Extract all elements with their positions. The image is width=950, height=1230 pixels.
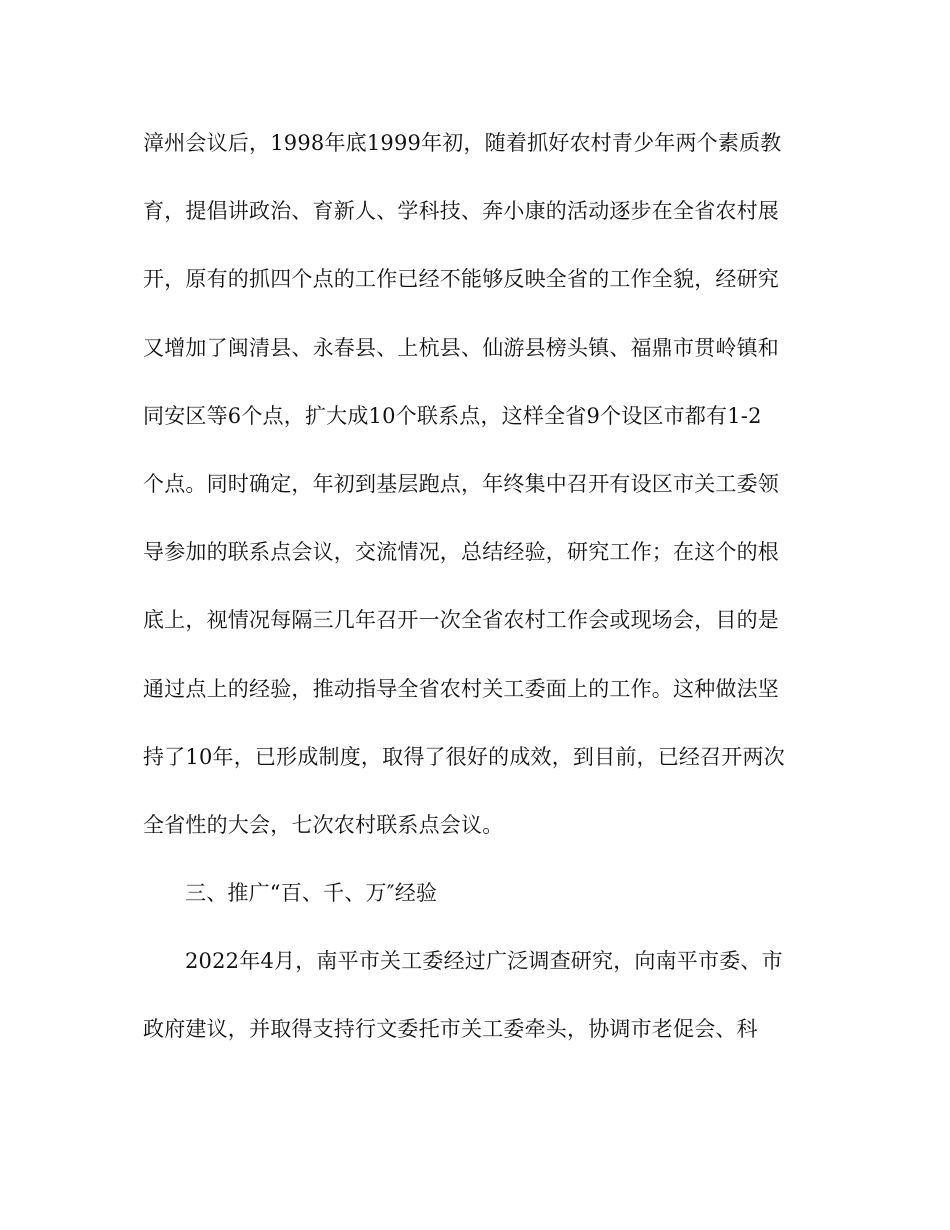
text-line: 导参加的联系点会议，交流情况，总结经验，研究工作；在这个的根 — [143, 540, 779, 565]
text-line: 通过点上的经验，推动指导全省农村关工委面上的工作。这种做法坚 — [143, 676, 779, 701]
body-text — [143, 118, 813, 1073]
text-line: 持了10年，已形成制度，取得了很好的成效，到目前，已经召开两次 — [143, 744, 785, 769]
text-line: 全省性的大会，七次农村联系点会议。 — [143, 812, 504, 837]
text-line: 开，原有的抓四个点的工作已经不能够反映全省的工作全貌，经研究 — [143, 267, 779, 292]
text-line: 2022年4月，南平市关工委经过广泛调查研究，向南平市委、市 — [185, 949, 783, 974]
text-line: 底上，视情况每隔三几年召开一次全省农村工作会或现场会，目的是 — [143, 608, 779, 633]
text-line: 漳州会议后，1998年底1999年初，随着抓好农村青少年两个素质教 — [143, 131, 782, 155]
section-heading: 三、推广“百、千、万″经验 — [185, 881, 438, 906]
text-line: 又增加了闽清县、永春县、上杭县、仙游县榜头镇、福鼎市贯岭镇和 — [143, 335, 779, 360]
text-line: 同安区等6个点，扩大成10个联系点，这样全省9个设区市都有1-2 — [143, 403, 762, 428]
text-line: 政府建议，并取得支持行文委托市关工委牵头，协调市老促会、科 — [143, 1017, 758, 1042]
text-line: 育，提倡讲政治、育新人、学科技、奔小康的活动逐步在全省农村展 — [143, 199, 779, 224]
text-line: 个点。同时确定，年初到基层跑点，年终集中召开有设区市关工委领 — [143, 471, 779, 496]
